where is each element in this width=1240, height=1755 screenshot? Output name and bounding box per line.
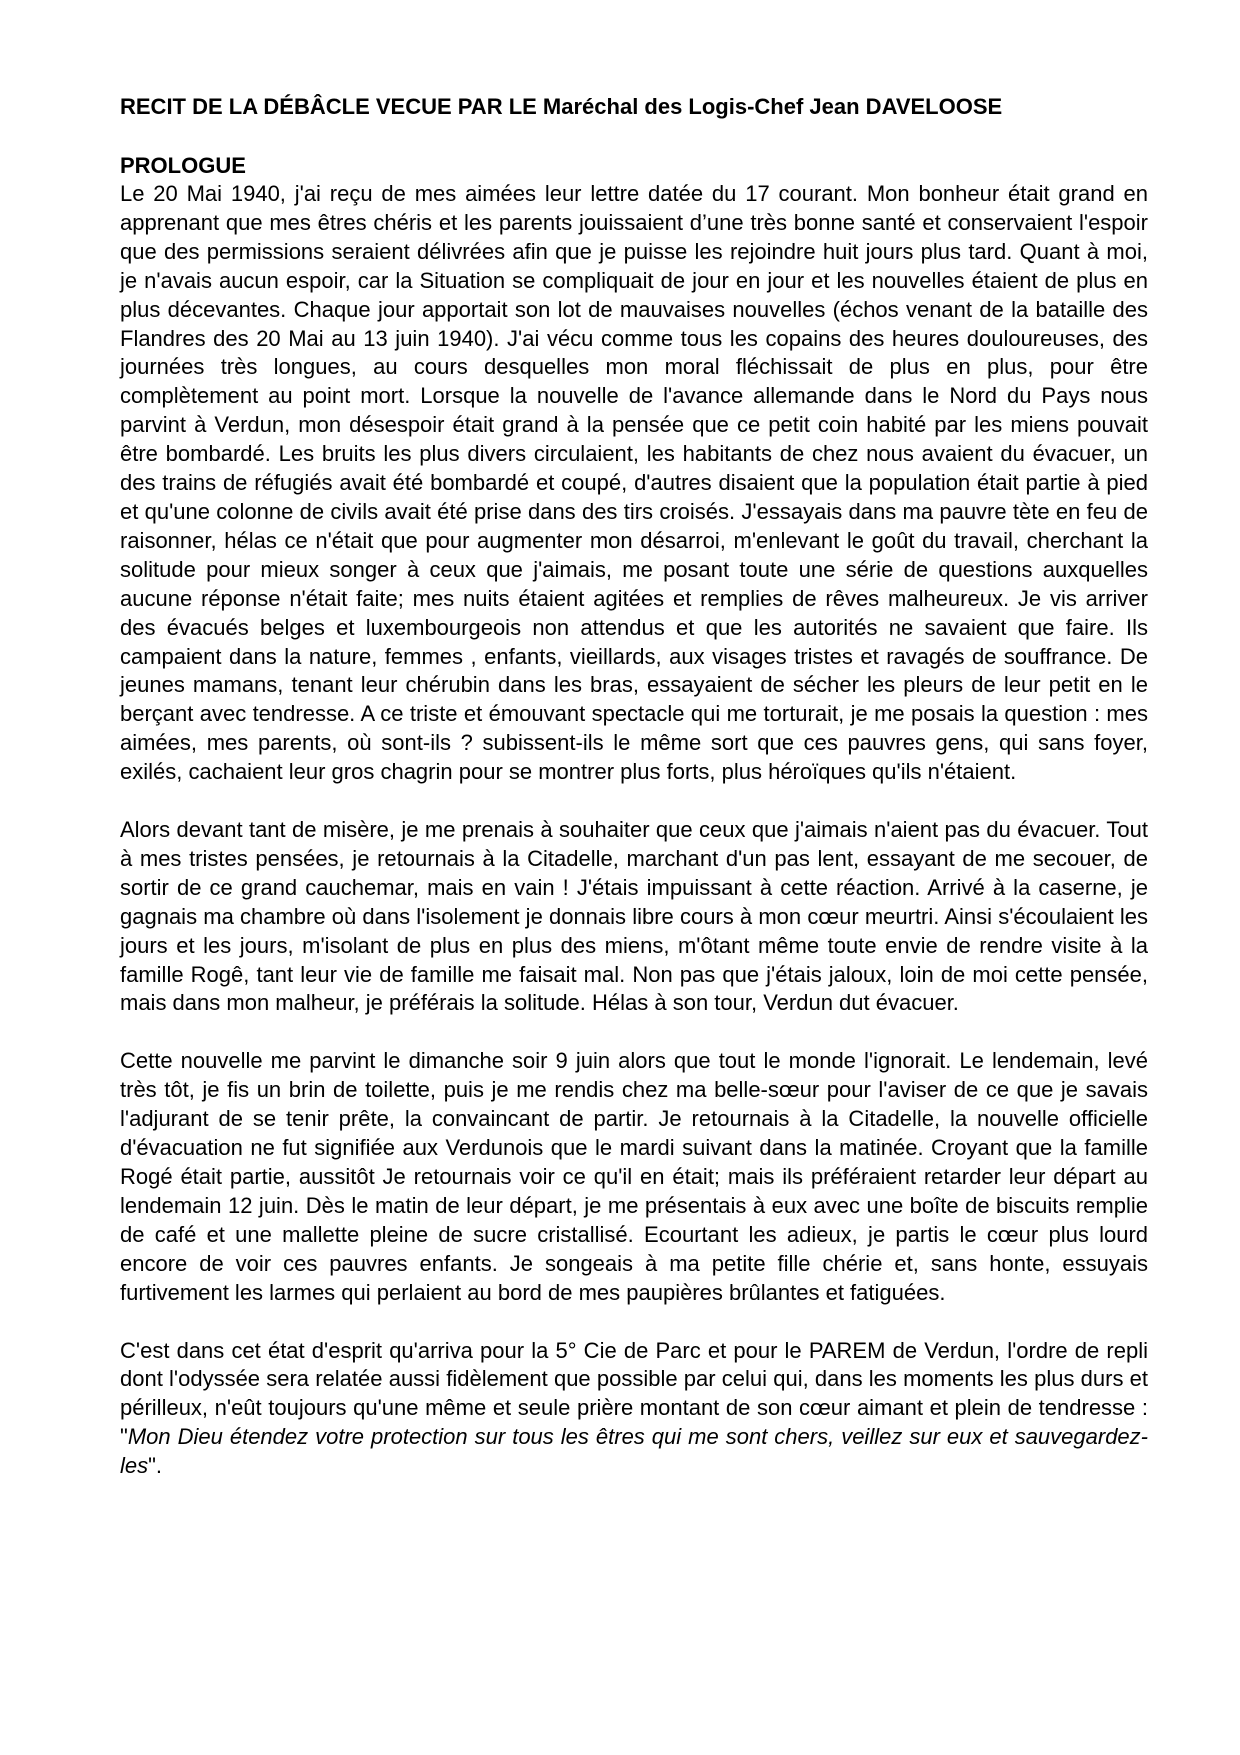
paragraph-4-end: ".: [148, 1453, 163, 1479]
paragraph-1: Le 20 Mai 1940, j'ai reçu de mes aimées leur lettre datée du 17 courant. Mon bonheur était grand en apprenant que mes êtres chéris et les parents jouissaient d’une très bonne santé et conservaient l'espoir que des permissions seraient délivrées afin que je puisse les rejoindre huit jours plus tard. Quant à moi, je n'avais aucun espoir, car la Situation se compliquait de jour en jour et les nouvelles étaient de plus en plus décevantes. Chaque jour apportait son lot de mauvaises nouvelles (échos venant de la bataille des Flandres des 20 Mai au 13 juin 1940). J'ai vécu comme tous les copains des heures douloureuses, des journées très longues, au cours desquelles mon moral fléchissait de plus en plus, pour être complètement au point mort. Lorsque la nouvelle de l'avance allemande dans le Nord du Pays nous parvint à Verdun, mon désespoir était grand à la pensée que ce petit coin habité par les miens pouvait être bombardé. Les bruits les plus divers circulaient, les habitants de chez nous avaient du évacuer, un des trains de réfugiés avait été bombardé et coupé, d'autres disaient que la population était partie à pied et qu'une colonne de civils avait été prise dans des tirs croisés. J'essayais dans ma pauvre tète en feu de raisonner, hélas ce n'était que pour augmenter mon désarroi, m'enlevant le goût du travail, cherchant la solitude pour mieux songer à ceux que j'aimais, me posant toute une série de questions auxquelles aucune réponse n'était faite; mes nuits étaient agitées et remplies de rêves malheureux. Je vis arriver des évacués belges et luxembourgeois non attendus et que les autorités ne savaient que faire. Ils campaient dans la nature, femmes , enfants, vieillards, aux visages tristes et ravagés de souffrance. De jeunes mamans, tenant leur chérubin dans les bras, essayaient de sécher les pleurs de leur petit en le berçant avec tendresse. A ce triste et émouvant spectacle qui me torturait, je me posais la question : mes aimées, mes parents, où sont-ils ? subissent-ils le même sort que ces pauvres gens, qui sans foyer, exilés, cachaient leur gros chagrin pour se montrer plus forts, plus héroïques qu'ils n'étaient.: [120, 181, 1148, 785]
paragraph-4-text: C'est dans cet état d'esprit qu'arriva pour la 5° Cie de Parc et pour le PAREM de Verdun, l'ordre de repli dont l'odyssée sera relatée aussi fidèlement que possible par celui qui, dans les moments les plus durs et périlleux, n'eût toujours qu'une même et seule prière montant de son cœur aimant et plein de tendresse : ": [120, 1337, 1148, 1450]
paragraph-3: Cette nouvelle me parvint le dimanche soir 9 juin alors que tout le monde l'ignorait. Le lendemain, levé très tôt, je fis un brin de toilette, puis je me rendis chez ma belle-sœur pour l'aviser de ce que je savais l'adjurant de se tenir prête, la convaincant de partir. Je retournais à la Citadelle, la nouvelle officielle d'évacuation ne fut signifiée aux Verdunois que le mardi suivant dans la matinée. Croyant que la famille Rogé était partie, aussitôt Je retournais voir ce qu'il en était; mais ils préféraient retarder leur départ au lendemain 12 juin. Dès le matin de leur départ, je me présentais à eux avec une boîte de biscuits remplie de café et une mallette pleine de sucre cristallisé. Ecourtant les adieux, je partis le cœur plus lourd encore de voir ces pauvres enfants. Je songeais à ma petite fille chérie et, sans honte, essuyais furtivement les larmes qui perlaient au bord de mes paupières brûlantes et fatiguées.: [120, 1048, 1148, 1305]
document-title: RECIT DE LA DÉBÂCLE VECUE PAR LE Maréchal des Logis-Chef Jean DAVELOOSE: [120, 94, 1003, 119]
paragraph-2: Alors devant tant de misère, je me prenais à souhaiter que ceux que j'aimais n'aient pas du évacuer. Tout à mes tristes pensées, je retournais à la Citadelle, marchant d'un pas lent, essayant de me secouer, de sortir de ce grand cauchemar, mais en vain ! J'étais impuissant à cette réaction. Arrivé à la caserne, je gagnais ma chambre où dans l'isolement je donnais libre cours à mon cœur meurtri. Ainsi s'écoulaient les jours et les jours, m'isolant de plus en plus des miens, m'ôtant même toute envie de rendre visite à la famille Rogê, tant leur vie de famille me faisait mal. Non pas que j'étais jaloux, loin de moi cette pensée, mais dans mon malheur, je préférais la solitude. Hélas à son tour, Verdun dut évacuer.: [120, 817, 1148, 1016]
prayer-quote: Mon Dieu étendez votre protection sur tous les êtres qui me sont chers, veillez sur eux et sauvegardez-les: [120, 1424, 1148, 1479]
paragraph-4: [120, 1337, 1148, 1482]
section-heading: PROLOGUE: [120, 153, 246, 178]
